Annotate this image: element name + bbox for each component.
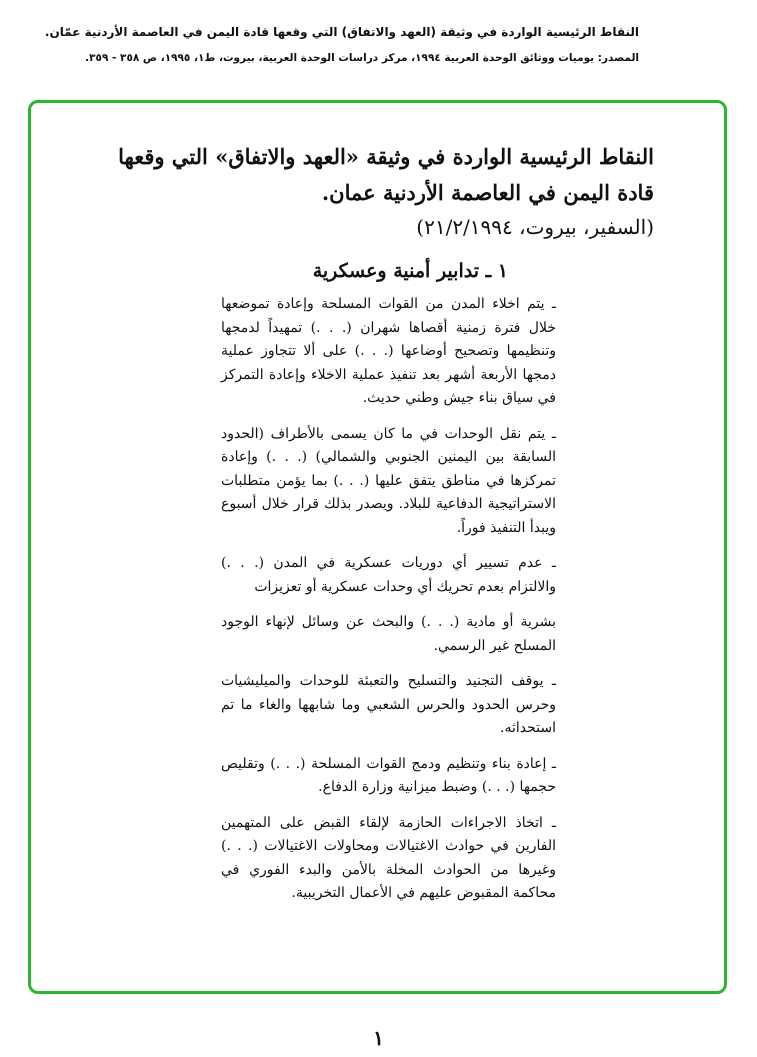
list-item: بشرية أو مادية (. . .) والبحث عن وسائل لإنهاء الوجود المسلح غير الرسمي.: [221, 614, 556, 654]
page-number: ١: [373, 1026, 384, 1050]
list-item: ـ عدم تسيير أي دوريات عسكرية في المدن (. . .) والالتزام بعدم تحريك أي وحدات عسكرية أو تعزيزات: [221, 555, 556, 595]
list-item: ـ يوقف التجنيد والتسليح والتعبئة للوحدات والميليشيات وحرس الحدود والحرس الشعبي وما شابهها والغاء ما تم استحداثه.: [221, 673, 556, 736]
list-item: ـ اتخاذ الاجراءات الحازمة لإلقاء القبض على المتهمين الفارين في حوادث الاغتيالات ومحاولات الاغتيالات (. . .) وغيرها من الحوادث المخلة بالأمن والبدء الفوري في محاكمة المقبوض عليهم في الأعمال التخريبية.: [221, 814, 556, 901]
header-title: النقاط الرئيسية الواردة في وثيقة (العهد والاتفاق) التي وقعها قادة اليمن في العاصمة الأردنية عمّان.: [44, 25, 639, 39]
item-list: [221, 293, 556, 918]
header-source-citation: المصدر: يوميات ووثائق الوحدة العربية ١٩٩٤، مركز دراسات الوحدة العربية، بيروت، ط١، ١٩٩٥، ص ٣٥٨ - ٣٥٩.: [85, 52, 639, 64]
document-frame: [28, 100, 727, 994]
section-heading: ١ ـ تدابير أمنية وعسكرية: [312, 260, 508, 282]
document-citation: (السفير، بيروت، ٢١/٢/١٩٩٤): [416, 215, 654, 239]
list-item: ـ يتم اخلاء المدن من القوات المسلحة وإعادة تموضعها خلال فترة زمنية أقصاها شهران (. . .) تمهيداً لدمجها وتنظيمها وتصحيح أوضاعها (. . .) على ألا تتجاوز عملية دمجها الأربعة أشهر بعد تنفيذ عملية الاخلاء وإعادة التمركز في سياق بناء جيش وطني حديث.: [221, 296, 556, 406]
list-item: ـ إعادة بناء وتنظيم ودمج القوات المسلحة (. . .) وتقليص حجمها (. . .) وضبط ميزانية وزارة الدفاع.: [221, 755, 556, 795]
document-title: النقاط الرئيسية الواردة في وثيقة «العهد والاتفاق» التي وقعها قادة اليمن في العاصمة الأردنية عمان.: [118, 144, 654, 205]
source-header: [19, 22, 639, 68]
list-item: ـ يتم نقل الوحدات في ما كان يسمى بالأطراف (الحدود السابقة بين اليمنين الجنوبي والشمالي) (. . .) وإعادة تمركزها في مناطق يتفق عليها (. . .) بما يؤمن متطلبات الاستراتيجية الدفاعية للبلاد. ويصدر بذلك قرار خلال أسبوع ويبدأ التنفيذ فوراً.: [221, 425, 556, 536]
